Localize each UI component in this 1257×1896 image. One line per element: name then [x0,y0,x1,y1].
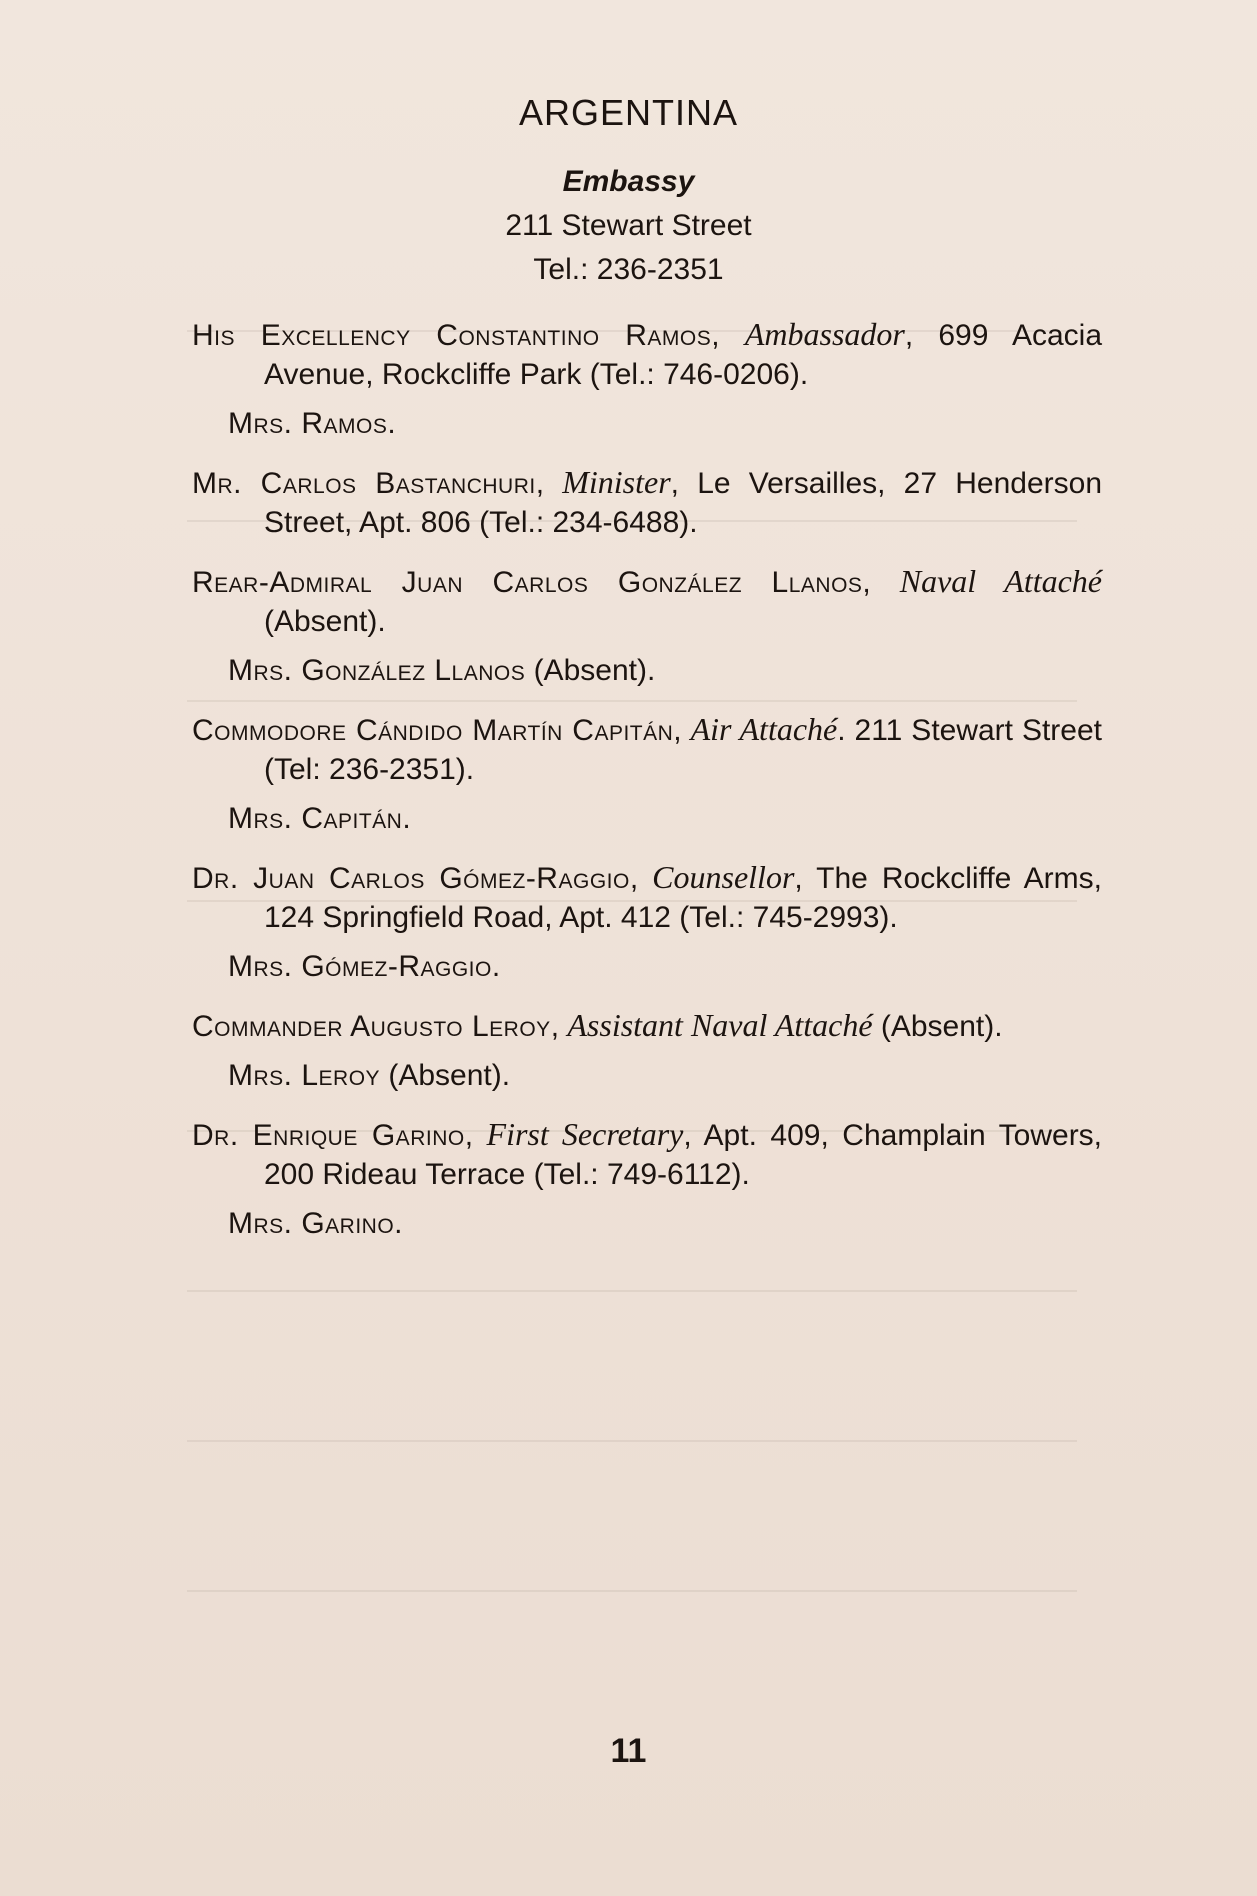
staff-name: Dr. Juan Carlos Gómez-Raggio [192,862,630,895]
name-separator: , [535,467,563,500]
staff-entry-line [192,858,1102,937]
spouse-line [192,404,1102,443]
staff-entry-line [192,1115,1102,1194]
staff-entry-line [192,710,1102,789]
staff-details: , 699 Acacia Avenue, Rockcliffe Park (Tel.: 746-0206). [264,319,1103,391]
staff-name: Mr. Carlos Bastanchuri [192,467,536,500]
embassy-telephone: Tel.: 236-2351 [533,253,724,286]
spouse-name: Mrs. Capitán. [228,802,412,835]
staff-entry [192,1006,1102,1095]
name-separator: , [550,1010,568,1043]
staff-name: Commodore Cándido Martín Capitán [192,714,674,747]
staff-entry [192,562,1102,690]
embassy-address: 211 Stewart Street [505,209,752,242]
name-separator: , [629,862,653,895]
staff-details: (Absent). [872,1010,1003,1043]
name-separator: , [464,1119,487,1152]
staff-details: (Absent). [264,605,386,638]
staff-details: , The Rockcliffe Arms, 124 Springfield Road, Apt. 412 (Tel.: 745-2993). [264,862,1103,934]
staff-entry [192,858,1102,986]
staff-title: Counsellor [652,859,795,895]
spouse-line [192,947,1102,986]
spouse-line [192,1056,1102,1095]
staff-name: Commander Augusto Leroy [192,1010,551,1043]
staff-entry-line [192,562,1102,641]
staff-title: First Secretary [486,1116,684,1152]
staff-title: Ambassador [744,316,905,352]
staff-details: , Apt. 409, Champlain Towers, 200 Rideau Terrace (Tel.: 749-6112). [264,1119,1103,1191]
staff-title: Air Attaché [690,711,838,747]
embassy-info [0,160,1257,292]
staff-details: . 211 Stewart Street (Tel: 236-2351). [264,714,1102,786]
spouse-line [192,799,1102,838]
spouse-note: (Absent). [525,654,656,687]
staff-title: Assistant Naval Attaché [567,1007,873,1043]
spouse-name: Mrs. Gómez-Raggio. [228,950,501,983]
staff-entry [192,1115,1102,1243]
staff-entry-line [192,315,1102,394]
staff-entry [192,315,1102,443]
staff-entry [192,463,1102,542]
spouse-note: (Absent). [380,1059,511,1092]
spouse-name: Mrs. Garino. [228,1207,404,1240]
staff-title: Minister [562,464,671,500]
staff-entry-line [192,463,1102,542]
spouse-name: Mrs. González Llanos [228,654,526,687]
spouse-name: Mrs. Leroy [228,1059,381,1092]
staff-entry-line [192,1006,1102,1046]
country-heading: ARGENTINA [518,92,739,133]
staff-entry [192,710,1102,838]
staff-details: , Le Versailles, 27 Henderson Street, Apt. 806 (Tel.: 234-6488). [264,467,1103,539]
embassy-label: Embassy [562,165,695,198]
name-separator: , [711,319,745,352]
name-separator: , [673,714,691,747]
name-separator: , [862,566,900,599]
staff-title: Naval Attaché [899,563,1102,599]
staff-name: Dr. Enrique Garino [192,1119,465,1152]
spouse-line [192,1204,1102,1243]
spouse-name: Mrs. Ramos. [228,407,397,440]
spouse-line [192,651,1102,690]
staff-name: Rear-Admiral Juan Carlos González Llanos [192,566,863,599]
staff-list [192,315,1102,1263]
staff-name: His Excellency Constantino Ramos [192,319,712,352]
page-number: 11 [610,1732,647,1770]
